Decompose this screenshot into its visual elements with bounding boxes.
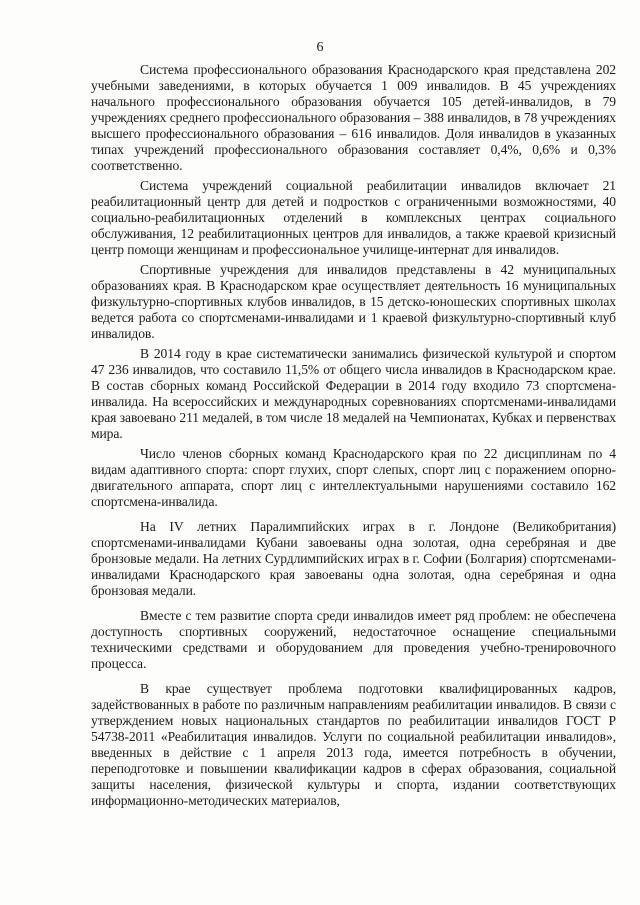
- document-body: [91, 62, 616, 809]
- paragraph-sport-problems: Вместе с тем развитие спорта среди инвалидов имеет ряд проблем: не обеспечена доступность спортивных сооружений, недостаточное оснащение специальными техническими средствами и оборудованием для проведения учебно-тренировочного процесса.: [91, 608, 616, 671]
- paragraph-social-rehabilitation: Система учреждений социальной реабилитации инвалидов включает 21 реабилитационный центр для детей и подростков с ограниченными возможностями, 40 социально-реабилитационных отделений в комплексных центрах социального обслуживания, 12 реабилитационных центров для инвалидов, а также краевой кризисный центр помощи женщинам и профессиональное училище-интернат для инвалидов.: [91, 178, 616, 257]
- paragraph-staff-training: В крае существует проблема подготовки квалифицированных кадров, задействованных в работе по различным направлениям реабилитации инвалидов. В связи с утверждением новых национальных стандартов по реабилитации инвалидов ГОСТ Р 54738-2011 «Реабилитация инвалидов. Услуги по социальной реабилитации инвалидов», введенных в действие с 1 апреля 2013 года, имеется потребность в обучении, переподготовке и повышении квалификации кадров в сферах образования, социальной защиты населения, физической культуры и спорта, издании соответствующих информационно-методических материалов,: [91, 681, 616, 808]
- paragraph-sports-2014: В 2014 году в крае систематически занимались физической культурой и спортом 47 236 инвалидов, что составило 11,5% от общего числа инвалидов в Краснодарском крае. В состав сборных команд Российской Федерации в 2014 году входило 73 спортсмена-инвалида. На всероссийских и международных соревнованиях спортсменами-инвалидами края завоевано 211 медалей, в том числе 18 медалей на Чемпионатах, Кубках и первенствах мира.: [91, 346, 616, 441]
- page-number: 6: [316, 40, 324, 55]
- paragraph-paralympic-games: На IV летних Паралимпийских играх в г. Лондоне (Великобритания) спортсменами-инвалидами Кубани завоеваны одна золотая, одна серебряная и две бронзовые медали. На летних Сурдлимпийских играх в г. Софии (Болгария) спортсменами-инвалидами Краснодарского края завоеваны одна золотая, одна серебряная и одна бронзовая медали.: [91, 519, 616, 598]
- paragraph-professional-education: Система профессионального образования Краснодарского края представлена 202 учебными заведениями, в которых обучается 1 009 инвалидов. В 45 учреждениях начального профессионального образования обучается 105 детей-инвалидов, в 79 учреждениях среднего профессионального образования – 388 инвалидов, в 78 учреждениях высшего профессионального образования – 616 инвалидов. Доля инвалидов в указанных типах учреждений профессионального образования составляет 0,4%, 0,6% и 0,3% соответственно.: [91, 62, 616, 173]
- paragraph-sports-institutions: Спортивные учреждения для инвалидов представлены в 42 муниципальных образованиях края. В Краснодарском крае осуществляет деятельность 16 муниципальных физкультурно-спортивных клубов инвалидов, в 15 детско-юношеских спортивных школах ведется работа со спортсменами-инвалидами и 1 краевой физкультурно-спортивный клуб инвалидов.: [91, 262, 616, 341]
- paragraph-team-members: Число членов сборных команд Краснодарского края по 22 дисциплинам по 4 видам адаптивного спорта: спорт глухих, спорт слепых, спорт лиц с поражением опорно-двигательного аппарата, спорт лиц с интеллектуальными нарушениями составило 162 спортсмена-инвалида.: [91, 446, 616, 509]
